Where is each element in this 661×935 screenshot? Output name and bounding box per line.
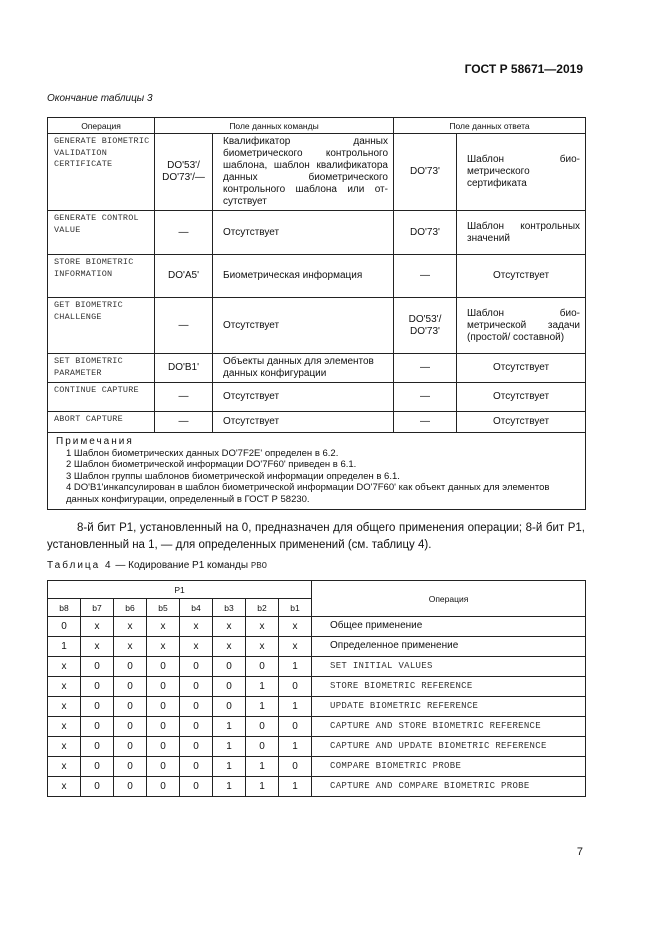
table4-bit-cell: x [81, 637, 114, 657]
table4-bit-cell: 0 [180, 697, 213, 717]
table3 [47, 117, 586, 510]
table4-bit-cell: 0 [81, 697, 114, 717]
table4-bit-cell: 0 [147, 757, 180, 777]
table4-bit-cell: 0 [114, 777, 147, 797]
table4-bit-cell: 1 [213, 777, 246, 797]
table3-row-response-do: — [394, 354, 457, 383]
table3-row-operation: GET BIOMETRIC CHALLENGE [48, 298, 155, 354]
table4-row [48, 737, 586, 757]
table4-bit-cell: 0 [279, 677, 312, 697]
table4-bit-cell: x [279, 637, 312, 657]
table3-row-response-desc: Шаблон биометрической задачи (простой/ составной) [457, 298, 586, 354]
notes-title: Примечания [56, 436, 134, 447]
table4-bit-cell: 0 [213, 697, 246, 717]
table4-bit-cell: 0 [213, 677, 246, 697]
table4-bit-cell: 0 [147, 677, 180, 697]
table4-operation-cell: SET INITIAL VALUES [312, 657, 586, 677]
table3-row-command-do: DO'53'/ DO'73'/— [155, 134, 213, 211]
table3-row-response-desc: Шаблон контрольных значений [457, 211, 586, 255]
table4-bit-header: b2 [246, 599, 279, 617]
table4-bit-cell: 1 [279, 777, 312, 797]
table3-row-response-do: DO'53'/ DO'73' [394, 298, 457, 354]
table4-bit-cell: x [180, 637, 213, 657]
table4-title [47, 560, 267, 571]
note-item: 1 Шаблон биометрических данных DO'7F2E' определен в 6.2. [66, 447, 339, 459]
table4-bit-cell: 0 [180, 677, 213, 697]
table4-title-prefix: Таблица 4 [47, 560, 113, 571]
note-item: 2 Шаблон биометрической информации DO'7F60' приведен в 6.1. [66, 459, 357, 470]
table4-bit-cell: 0 [180, 717, 213, 737]
table3-row-command-desc: Квалификатор данных биометрического контрольного шаблона, шаблон квалификатора данных биометрического контрольного шаблона или отсутствует [213, 134, 394, 211]
table3-row [48, 255, 586, 298]
table4-bit-cell: x [246, 637, 279, 657]
table3-notes [48, 433, 586, 510]
table4-bit-cell: 1 [279, 737, 312, 757]
table4-title-text: — Кодирование Р1 команды [112, 560, 251, 571]
table4-bit-header: b7 [81, 599, 114, 617]
table4-bit-cell: 0 [279, 717, 312, 737]
table4-operation-cell: CAPTURE AND UPDATE BIOMETRIC REFERENCE [312, 737, 586, 757]
note-item: 3 Шаблон группы шаблонов биометрической информации определен в 6.1. [66, 470, 400, 482]
table3-row-response-do: — [394, 383, 457, 412]
table4-row [48, 717, 586, 737]
table3-row-command-do: — [155, 211, 213, 255]
body-paragraph: 8-й бит Р1, установленный на 0, предназначен для общего применения операции; 8-й бит Р1, установленный на 1, — для определенных применений (см. таблицу 4). [47, 522, 585, 551]
table4-bit-cell: 0 [180, 757, 213, 777]
table4-bit-cell: 0 [147, 697, 180, 717]
table4-operation-cell: STORE BIOMETRIC REFERENCE [312, 677, 586, 697]
table4-bit-cell: x [279, 617, 312, 637]
table4-bit-header: b6 [114, 599, 147, 617]
note-item: 4 DO'B1'инкапсулирован в шаблон биометрической информации DO'7F60' как объект данных для элементов данных конфигурации, определенный в ГОСТ Р 58230. [66, 482, 550, 505]
table4-row [48, 617, 586, 637]
table4-bit-cell: 0 [81, 677, 114, 697]
table3-header-response: Поле данных ответа [394, 118, 586, 134]
table4-bit-cell: 1 [246, 777, 279, 797]
table4-bit-cell: x [213, 617, 246, 637]
table4-bit-cell: x [114, 617, 147, 637]
table4-bit-cell: x [246, 617, 279, 637]
table3-row-response-desc: Отсутствует [457, 255, 586, 298]
table4-bit-cell: 0 [279, 757, 312, 777]
table3-row-command-desc: Объекты данных для элементов данных конфигурации [213, 354, 394, 383]
table4-bit-header: b5 [147, 599, 180, 617]
table4-row [48, 637, 586, 657]
table4-row [48, 777, 586, 797]
table4-title-command: PBO [250, 561, 268, 571]
table4 [47, 580, 586, 797]
table3-row-command-do: — [155, 412, 213, 433]
table4-bit-cell: 0 [81, 737, 114, 757]
table4-bit-header: b4 [180, 599, 213, 617]
table4-bit-cell: 0 [81, 717, 114, 737]
table4-header-row [48, 581, 586, 599]
table4-bit-cell: 1 [213, 757, 246, 777]
table4-bit-cell: 0 [81, 757, 114, 777]
table4-bit-cell: 0 [114, 757, 147, 777]
table4-bit-cell: x [48, 697, 81, 717]
page-number: 7 [576, 846, 583, 858]
table3-row-command-desc: Отсутствует [213, 211, 394, 255]
table4-bit-cell: 1 [279, 657, 312, 677]
table4-bit-header: b8 [48, 599, 81, 617]
table3-row [48, 412, 586, 433]
table4-bit-cell: 0 [213, 657, 246, 677]
table3-row-response-do: — [394, 255, 457, 298]
table4-bit-cell: 1 [246, 697, 279, 717]
table3-row-response-desc: Отсутствует [457, 383, 586, 412]
table3-row-operation: GENERATE CONTROL VALUE [48, 211, 155, 255]
table4-bit-cell: 0 [81, 777, 114, 797]
table4-row [48, 677, 586, 697]
table3-row-command-do: — [155, 298, 213, 354]
table3-row-operation: ABORT CAPTURE [48, 412, 155, 433]
table4-bit-cell: x [48, 717, 81, 737]
table3-row-operation: SET BIOMETRIC PARAMETER [48, 354, 155, 383]
table3-row-response-do: DO'73' [394, 211, 457, 255]
table3-row [48, 298, 586, 354]
table4-bit-cell: x [180, 617, 213, 637]
table4-bit-cell: x [213, 637, 246, 657]
table4-bit-cell: 1 [246, 757, 279, 777]
table4-bit-cell: x [48, 677, 81, 697]
table3-row-response-desc: Отсутствует [457, 412, 586, 433]
standard-number: ГОСТ Р 58671—2019 [464, 62, 583, 76]
table4-bit-cell: 0 [81, 657, 114, 677]
table4-bit-cell: 1 [48, 637, 81, 657]
table4-bit-cell: 1 [279, 697, 312, 717]
table4-header-p1: Р1 [48, 581, 312, 599]
table4-bit-cell: x [81, 617, 114, 637]
table4-bit-cell: x [48, 757, 81, 777]
table4-bit-cell: 0 [246, 737, 279, 757]
table3-row-operation: GENERATE BIOMETRIC VALIDATION CERTIFICATE [48, 134, 155, 211]
table4-bit-cell: 0 [114, 697, 147, 717]
table4-operation-cell: COMPARE BIOMETRIC PROBE [312, 757, 586, 777]
table4-bit-cell: 1 [246, 677, 279, 697]
table3-row-command-desc: Отсутствует [213, 298, 394, 354]
table4-bit-cell: 0 [246, 717, 279, 737]
table3-row-response-desc: Шаблон биометрического сертификата [457, 134, 586, 211]
table4-bit-cell: 1 [213, 737, 246, 757]
table4-bit-cell: 0 [246, 657, 279, 677]
table3-row-command-do: — [155, 383, 213, 412]
table3-row-operation: STORE BIOMETRIC INFORMATION [48, 255, 155, 298]
table4-bit-cell: 1 [213, 717, 246, 737]
table3-row-command-do: DO'A5' [155, 255, 213, 298]
table4-operation-cell: UPDATE BIOMETRIC REFERENCE [312, 697, 586, 717]
table4-bit-header: b3 [213, 599, 246, 617]
table3-row-command-desc: Отсутствует [213, 412, 394, 433]
table4-bit-cell: 0 [114, 677, 147, 697]
table4-bit-cell: 0 [180, 777, 213, 797]
table3-row [48, 211, 586, 255]
table4-row [48, 697, 586, 717]
table3-row-response-do: — [394, 412, 457, 433]
table3-caption: Окончание таблицы 3 [47, 93, 153, 104]
table4-bit-cell: x [48, 777, 81, 797]
table4-bit-cell: 0 [147, 717, 180, 737]
table4-bit-cell: x [147, 637, 180, 657]
table3-row-command-desc: Биометрическая информация [213, 255, 394, 298]
table3-row-response-desc: Отсутствует [457, 354, 586, 383]
table4-bit-cell: 0 [114, 717, 147, 737]
table4-bit-header: b1 [279, 599, 312, 617]
table3-row-operation: CONTINUE CAPTURE [48, 383, 155, 412]
table3-row-command-desc: Отсутствует [213, 383, 394, 412]
table4-bit-cell: x [147, 617, 180, 637]
table4-bit-cell: 0 [147, 777, 180, 797]
table4-bit-cell: x [48, 657, 81, 677]
table4-operation-cell: Определенное применение [312, 637, 586, 657]
table4-bit-cell: 0 [48, 617, 81, 637]
table4-row [48, 657, 586, 677]
table4-operation-cell: CAPTURE AND STORE BIOMETRIC REFERENCE [312, 717, 586, 737]
table4-bit-cell: 0 [180, 657, 213, 677]
table4-row [48, 757, 586, 777]
table4-bit-cell: x [48, 737, 81, 757]
table4-bit-cell: 0 [147, 737, 180, 757]
table3-row-response-do: DO'73' [394, 134, 457, 211]
table4-bit-cell: 0 [114, 657, 147, 677]
table4-operation-cell: CAPTURE AND COMPARE BIOMETRIC PROBE [312, 777, 586, 797]
table4-bit-cell: 0 [114, 737, 147, 757]
table4-bit-cell: x [114, 637, 147, 657]
table3-header-operation: Операция [48, 118, 155, 134]
table3-row-command-do: DO'B1' [155, 354, 213, 383]
table3-header-command: Поле данных команды [155, 118, 394, 134]
table4-bit-cell: 0 [147, 657, 180, 677]
table3-header-row [48, 118, 586, 134]
table4-header-operation: Операция [312, 581, 586, 617]
table3-row [48, 383, 586, 412]
table3-row [48, 354, 586, 383]
table4-bit-cell: 0 [180, 737, 213, 757]
table4-operation-cell: Общее применение [312, 617, 586, 637]
table3-row [48, 134, 586, 211]
table3-notes-row [48, 433, 586, 510]
